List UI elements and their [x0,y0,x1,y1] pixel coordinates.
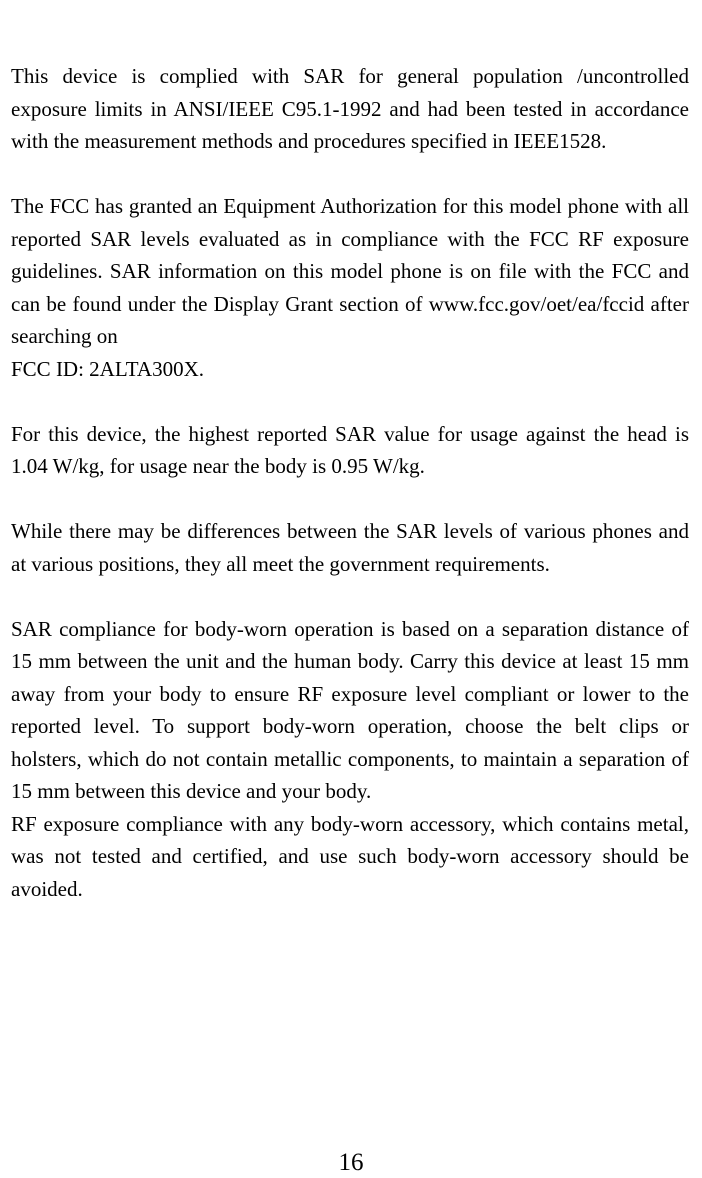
paragraph-sar-compliance: This device is complied with SAR for general population /uncontrolled exposure limits in ANSI/IEEE C95.1-1992 and had been tested in accordance with the measurement methods and procedures specified in IEEE1528. [11,64,689,153]
paragraph-sar-differences: While there may be differences between the SAR levels of various phones and at various positions, they all meet the government requirements. [11,519,689,576]
paragraph-fcc-authorization: The FCC has granted an Equipment Authorization for this model phone with all reported SAR levels evaluated as in compliance with the FCC RF exposure guidelines. SAR information on this model phone is on file with the FCC and can be found under the Display Grant section of www.fcc.gov/oet/ea/fccid after searching on [11,194,689,348]
document-body [11,60,689,905]
paragraph-highest-sar: For this device, the highest reported SAR value for usage against the head is 1.04 W/kg, for usage near the body is 0.95 W/kg. [11,421,689,478]
paragraph-gap [11,385,689,418]
paragraph-gap [11,158,689,191]
paragraph-gap [11,483,689,516]
paragraph-body-worn: SAR compliance for body-worn operation is based on a separation distance of 15 mm between the unit and the human body. Carry this device at least 15 mm away from your body to ensure RF exposure level compliant or lower to the reported level. To support body-worn operation, choose the belt clips or holsters, which do not contain metallic components, to maintain a separation of 15 mm between this device and your body. [11,616,689,803]
paragraph-gap [11,580,689,613]
page-number: 16 [338,1149,364,1176]
fcc-id-line: FCC ID: 2ALTA300X. [11,356,204,381]
paragraph-rf-accessory: RF exposure compliance with any body-worn accessory, which contains metal, was not tested and certified, and use such body-worn accessory should be avoided. [11,811,689,901]
